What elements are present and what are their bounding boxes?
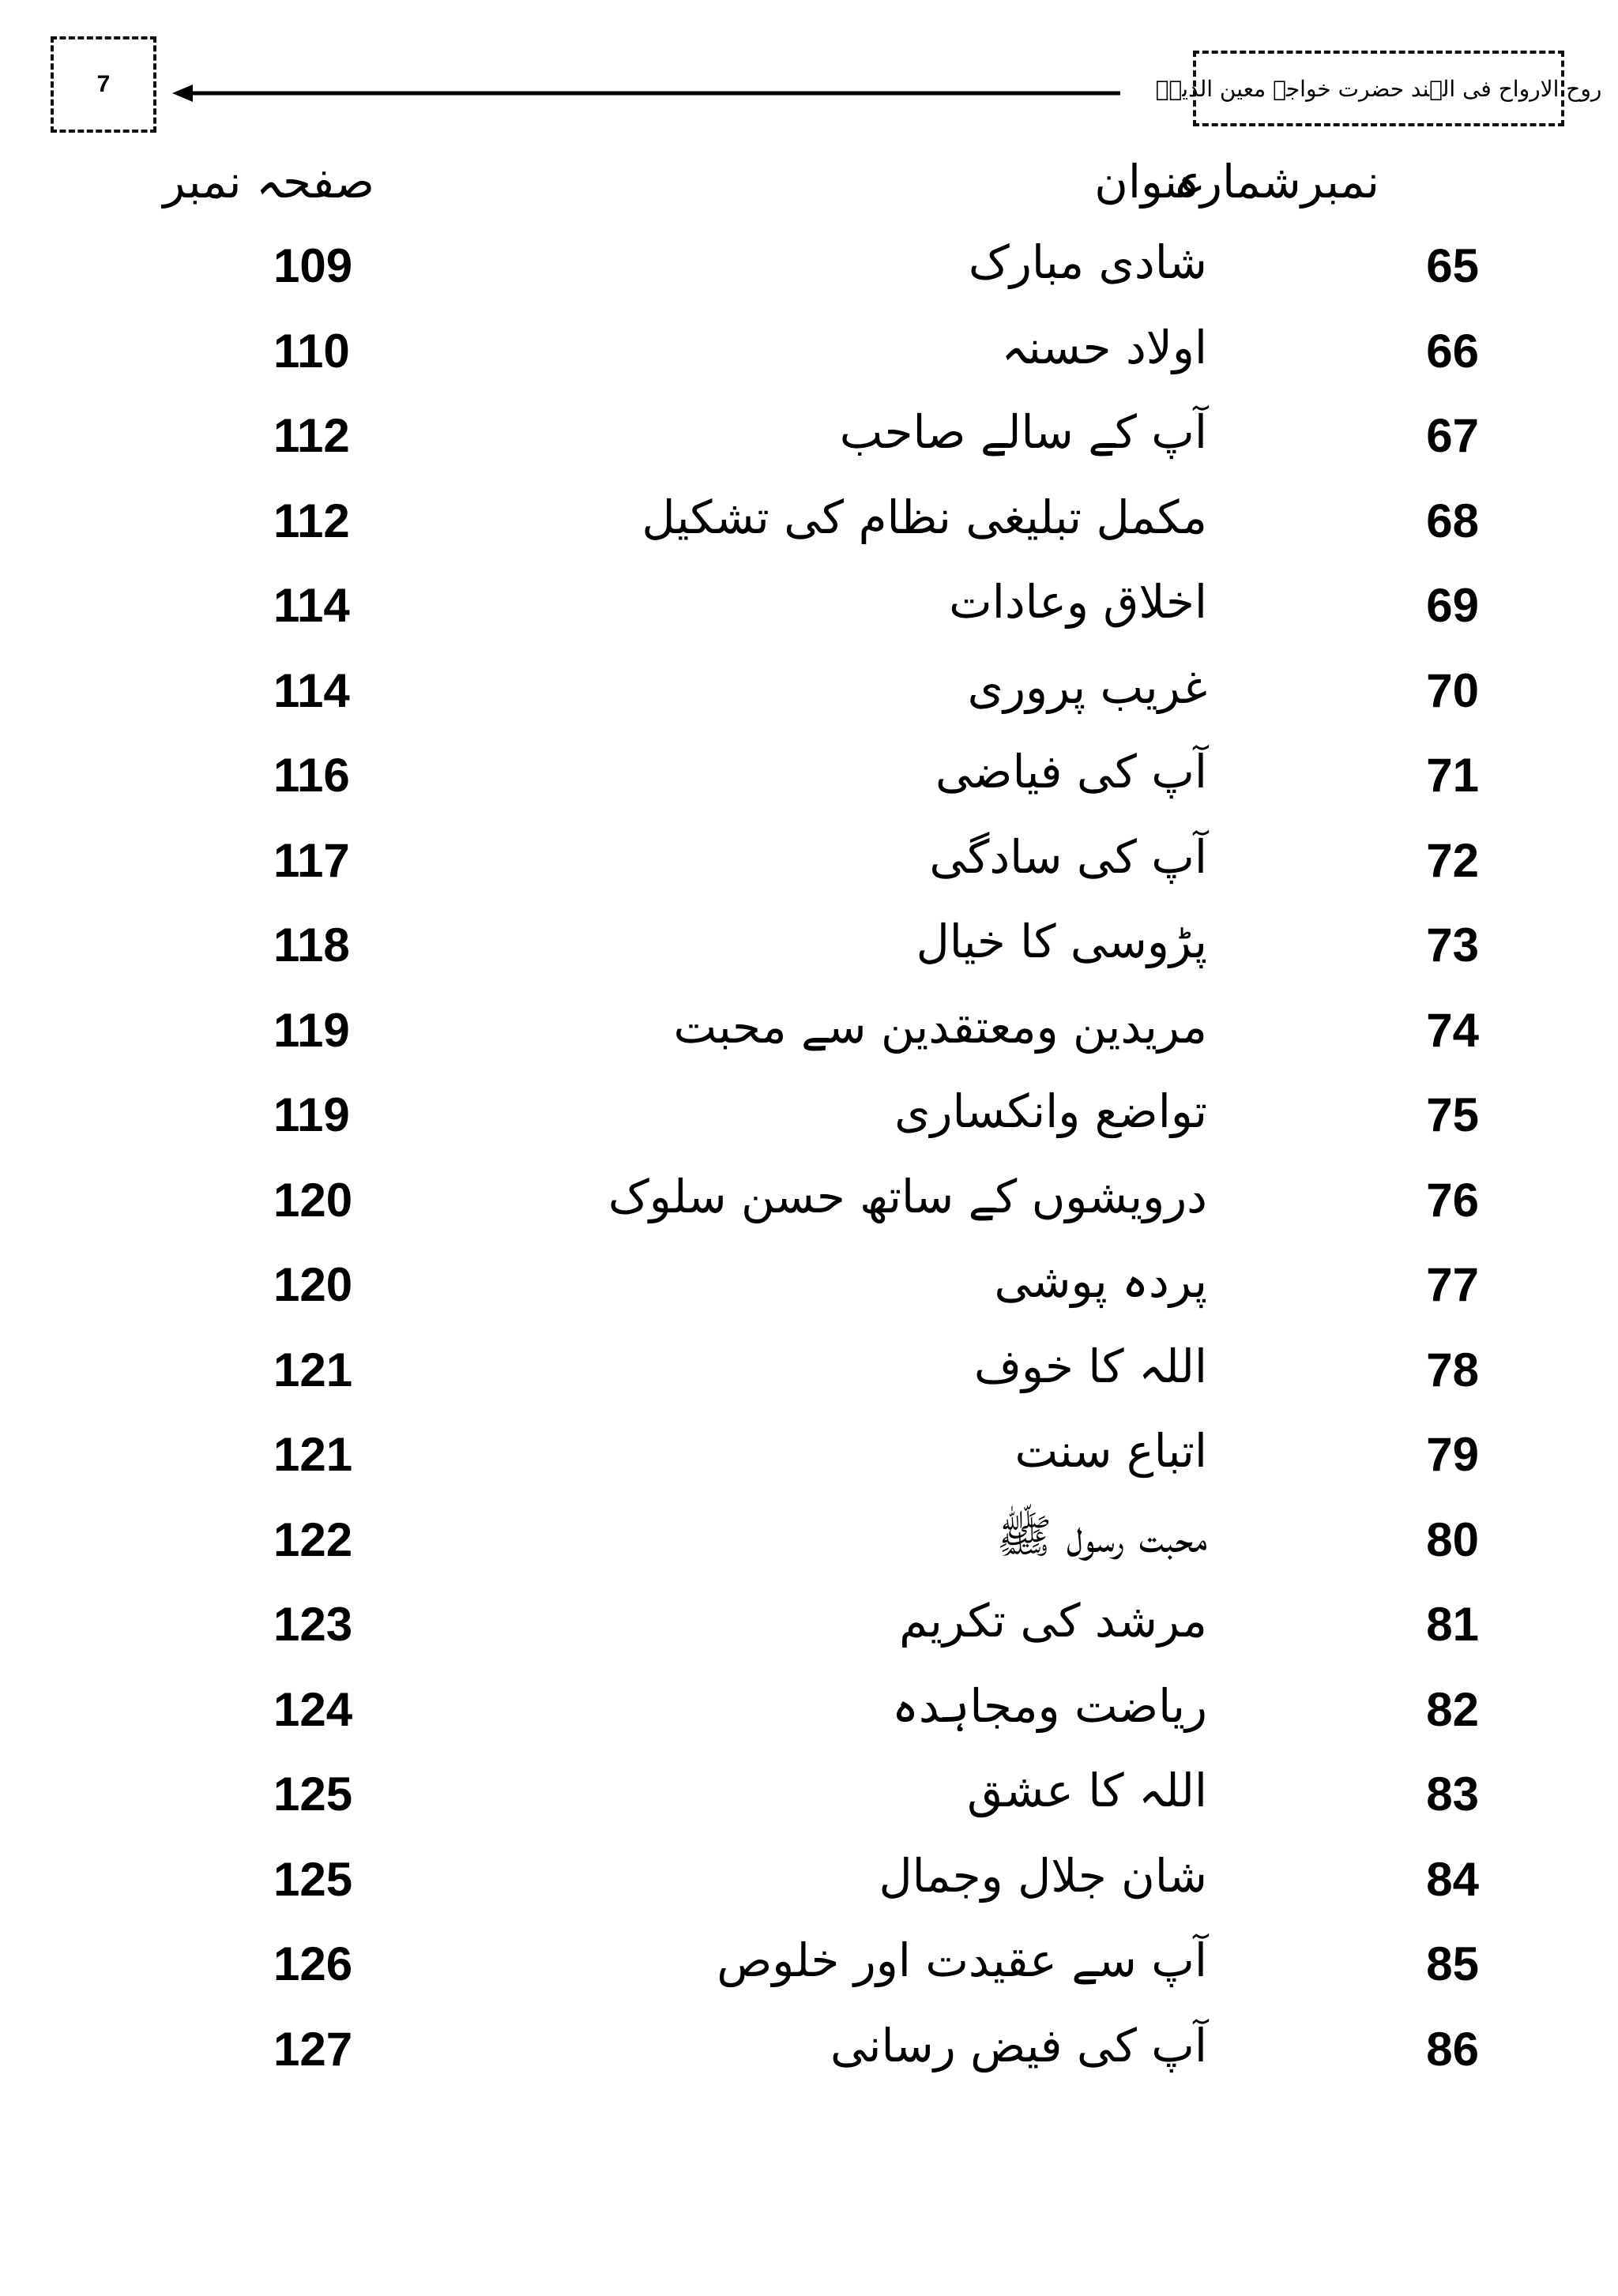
entry-page: 109 bbox=[273, 239, 353, 292]
entry-title: مریدین ومعتقدین سے محبت bbox=[673, 999, 1207, 1054]
entry-page: 120 bbox=[273, 1258, 353, 1311]
entry-title: درویشوں کے ساتھ حسن سلوک bbox=[608, 1169, 1207, 1223]
toc-row bbox=[0, 1667, 1618, 1752]
book-title: روح الارواح فی الہند حضرت خواجہ معین الدینؒ bbox=[1155, 75, 1602, 102]
toc-row bbox=[0, 1327, 1618, 1412]
entry-title: پڑوسی کا خیال bbox=[916, 915, 1207, 968]
entry-title: مکمل تبلیغی نظام کی تشکیل bbox=[642, 490, 1207, 544]
toc-row bbox=[0, 393, 1618, 478]
entry-number: 76 bbox=[1426, 1173, 1479, 1227]
entry-number: 78 bbox=[1426, 1343, 1479, 1396]
entry-page: 114 bbox=[273, 579, 350, 632]
entry-number: 69 bbox=[1426, 579, 1479, 632]
toc-row bbox=[0, 1072, 1618, 1157]
entry-page: 122 bbox=[273, 1513, 353, 1566]
entry-title: اولاد حسنہ bbox=[1001, 320, 1207, 374]
entry-title: مرشد کی تکریم bbox=[899, 1594, 1207, 1648]
entry-number: 85 bbox=[1426, 1937, 1479, 1990]
entry-page: 119 bbox=[273, 1088, 350, 1141]
entry-number: 65 bbox=[1426, 239, 1479, 292]
toc-row bbox=[0, 1411, 1618, 1497]
entry-number: 72 bbox=[1426, 833, 1479, 887]
entry-title: شادی مبارک bbox=[968, 235, 1207, 289]
entry-page: 125 bbox=[273, 1768, 353, 1821]
entry-page: 110 bbox=[273, 324, 350, 378]
toc-row bbox=[0, 478, 1618, 563]
entry-page: 112 bbox=[273, 494, 350, 547]
toc-row bbox=[0, 1497, 1618, 1582]
entry-number: 79 bbox=[1426, 1428, 1479, 1481]
toc-row bbox=[0, 1751, 1618, 1836]
page-number: 7 bbox=[96, 71, 111, 97]
book-title-box bbox=[1155, 51, 1602, 126]
toc-row bbox=[0, 648, 1618, 733]
column-header-page: صفحہ نمبر bbox=[163, 155, 374, 209]
toc-row bbox=[0, 308, 1618, 393]
toc-row bbox=[0, 1836, 1618, 1922]
entry-title: اتباع سنت bbox=[1014, 1424, 1207, 1478]
entry-page: 116 bbox=[273, 749, 350, 802]
entry-title: محبت رسول ﷺ bbox=[996, 1509, 1207, 1563]
table-of-contents bbox=[0, 223, 1618, 2091]
toc-row bbox=[0, 902, 1618, 987]
entry-number: 77 bbox=[1426, 1258, 1479, 1311]
entry-number: 68 bbox=[1426, 494, 1479, 547]
entry-number: 82 bbox=[1426, 1682, 1479, 1736]
entry-number: 66 bbox=[1426, 324, 1479, 378]
entry-title: اللہ کا خوف bbox=[973, 1339, 1207, 1393]
page-number-box bbox=[51, 36, 156, 133]
entry-number: 80 bbox=[1426, 1513, 1479, 1566]
toc-row bbox=[0, 1242, 1618, 1327]
entry-number: 86 bbox=[1426, 2022, 1479, 2076]
entry-number: 70 bbox=[1426, 663, 1479, 717]
entry-page: 118 bbox=[273, 919, 350, 971]
entry-title: اخلاق وعادات bbox=[949, 575, 1207, 629]
entry-number: 83 bbox=[1426, 1768, 1479, 1821]
entry-number: 73 bbox=[1426, 919, 1479, 971]
entry-title: پردہ پوشی bbox=[994, 1254, 1207, 1308]
entry-page: 127 bbox=[273, 2022, 353, 2076]
toc-row bbox=[0, 732, 1618, 817]
entry-title: شان جلال وجمال bbox=[879, 1848, 1207, 1903]
toc-row bbox=[0, 223, 1618, 308]
toc-row bbox=[0, 987, 1618, 1073]
entry-number: 67 bbox=[1426, 409, 1479, 462]
entry-number: 71 bbox=[1426, 749, 1479, 802]
column-header-number: نمبرشمارہ bbox=[1173, 155, 1379, 209]
entry-title: آپ سے عقیدت اور خلوص bbox=[717, 1933, 1207, 1987]
entry-page: 126 bbox=[273, 1937, 353, 1990]
entry-page: 114 bbox=[273, 663, 350, 717]
entry-title: ریاضت ومجاہدہ bbox=[891, 1678, 1207, 1733]
entry-number: 84 bbox=[1426, 1852, 1479, 1906]
entry-number: 74 bbox=[1426, 1003, 1479, 1057]
arrow-left-icon bbox=[172, 81, 1120, 105]
toc-row bbox=[0, 2006, 1618, 2091]
entry-title: آپ کی فیاضی bbox=[935, 745, 1207, 799]
toc-row bbox=[0, 817, 1618, 903]
entry-title: غریب پروری bbox=[967, 659, 1207, 714]
column-header-title: عنوان bbox=[1094, 155, 1206, 209]
toc-row bbox=[0, 1921, 1618, 2006]
entry-page: 123 bbox=[273, 1598, 353, 1651]
entry-page: 125 bbox=[273, 1852, 353, 1906]
toc-row bbox=[0, 562, 1618, 648]
entry-page: 121 bbox=[273, 1343, 353, 1396]
entry-page: 121 bbox=[273, 1428, 353, 1481]
entry-title: آپ کے سالے صاحب bbox=[839, 405, 1207, 459]
toc-row bbox=[0, 1157, 1618, 1242]
entry-page: 117 bbox=[273, 833, 350, 887]
toc-row bbox=[0, 1581, 1618, 1667]
entry-page: 120 bbox=[273, 1173, 353, 1227]
entry-page: 112 bbox=[273, 409, 350, 462]
entry-title: آپ کی سادگی bbox=[929, 829, 1207, 884]
entry-page: 119 bbox=[273, 1003, 350, 1057]
entry-title: اللہ کا عشق bbox=[967, 1764, 1207, 1817]
entry-title: آپ کی فیض رسانی bbox=[830, 2018, 1207, 2072]
entry-number: 75 bbox=[1426, 1088, 1479, 1141]
entry-number: 81 bbox=[1426, 1598, 1479, 1651]
entry-page: 124 bbox=[273, 1682, 353, 1736]
entry-title: تواضع وانکساری bbox=[894, 1084, 1207, 1138]
